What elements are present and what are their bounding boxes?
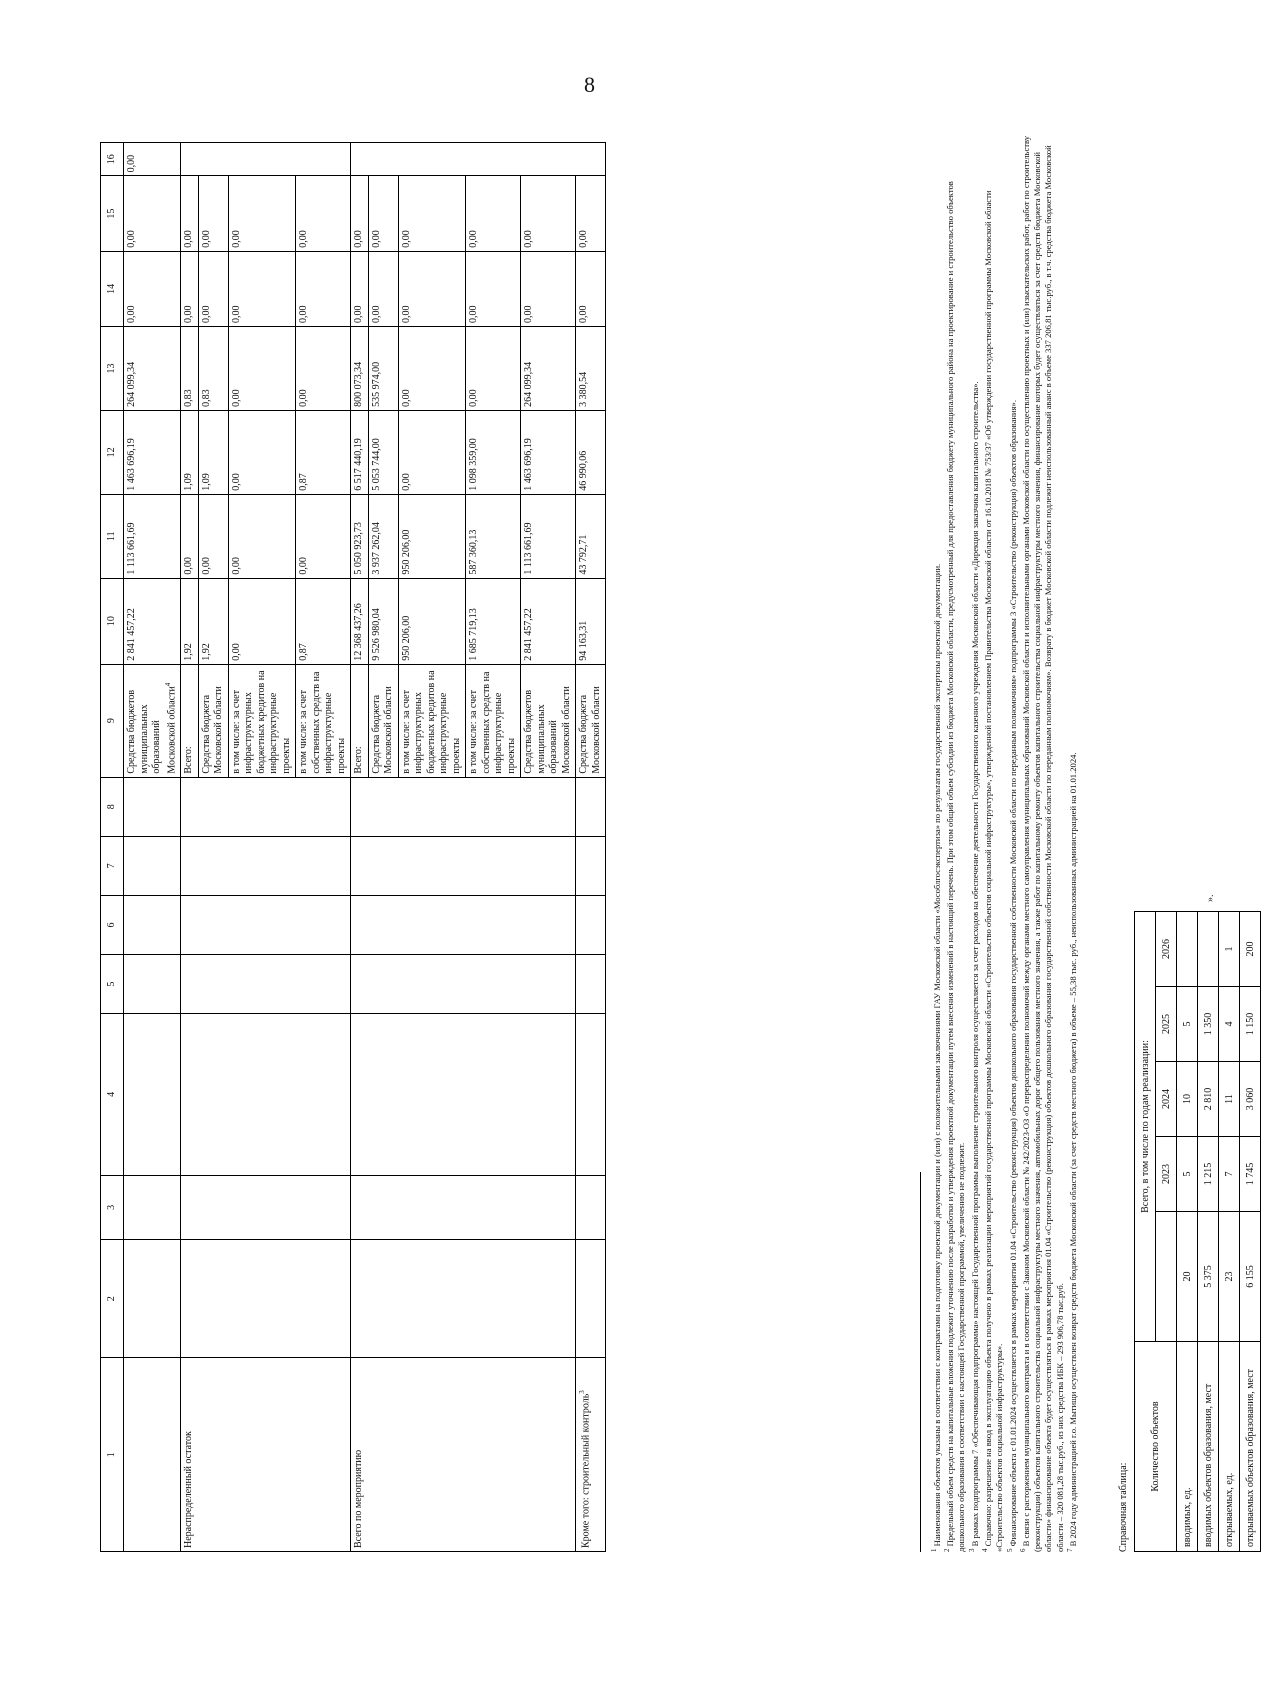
table-cell: 11 xyxy=(1219,1062,1240,1137)
footnote: $^6$ В связи с расторжением муниципального контракта и в соответствии с Законом Московской области № 242/2023-ОЗ «О перераспределении полномочий между органами местного самоуправления муниципальных образований Московской области и исполнительными органами Московской области по осуществлению проектных и (или) изыскательских работ, работ по строительству (реконструкции) объектов капитального строительства социальной инфраструктуры местного значения, автомобильных дорог общего пользования местного значения, а также работ по капитальному ремонту объектов капитального строительства социальной инфраструктуры местного значения, финансирование которых будет осуществляться за счет средств бюджета Московской области» финансирование объекта будет осуществляться в рамках мероприятия 01.04 «Строительство (реконструкция) объектов дошкольного образования государственной собственности Московской области по переданным полномочиям». Возврату в бюджет Московской области подлежит неиспользованный аванс в объеме 337 206,81 тыс.руб., в т.ч. средства бюджета Московской области – 320 081,28 тыс.руб., из них средства ИБК – 293 906,78 тыс.руб. xyxy=(1018,135,1065,1552)
table-cell: 0,00 xyxy=(351,251,369,326)
funding-source: Всего: xyxy=(351,664,369,777)
table-cell: 4 xyxy=(1219,987,1240,1062)
table-cell: 1 215 xyxy=(1198,1137,1219,1212)
table-cell: 0,00 xyxy=(466,176,521,251)
header-cell: 14 xyxy=(101,251,124,326)
table-cell: 0,00 xyxy=(398,326,466,410)
table-cell: 0,00 xyxy=(466,326,521,410)
header-cell: 16 xyxy=(101,143,124,176)
table-cell: 0,00 xyxy=(198,251,228,326)
table-cell: 0,00 xyxy=(124,251,181,326)
footnote: $^2$ Предельный объем средств на капитальные вложения подлежит уточнению после разработки и утверждения проектной документации путем внесения изменений в настоящий перечень. При этом общий объем субсидии из бюджета Московской области, предусмотренный для предоставления бюджету муниципального района на проектирование и строительство объектов дошкольного образования в соответствии с настоящей Государственной программой, увеличению не подлежит. xyxy=(943,181,967,1552)
table-cell: 1 098 359,00 xyxy=(466,410,521,494)
table-cell: 0,00 xyxy=(296,494,351,578)
table-cell: 3 060 xyxy=(1240,1062,1261,1137)
table-row xyxy=(1240,912,1261,1552)
header-cell: 8 xyxy=(101,777,124,836)
table-cell: 3 937 262,04 xyxy=(368,494,398,578)
funding-source: в том числе: за счет инфраструктурных бюджетных кредитов на инфраструктурные проекты xyxy=(228,664,296,777)
table-cell: 1 463 696,19 xyxy=(124,410,181,494)
table-row xyxy=(351,143,369,1552)
table-cell: 0,00 xyxy=(228,176,296,251)
table-cell: 1,09 xyxy=(198,410,228,494)
header-cell: 13 xyxy=(101,326,124,410)
header-cell: 2023 xyxy=(1156,1137,1177,1212)
footnote: $^1$ Наименования объектов указаны в соответствии с контрактами на подготовку проектной документации и (или) с положительными заключениями ГАУ Московской области «Мособлгосэкспертиза» по результатам государственной экспертизы проектной документации. xyxy=(930,563,942,1552)
header-cell: 7 xyxy=(101,836,124,895)
table-cell: 0,00 xyxy=(368,251,398,326)
header-cell: 5 xyxy=(101,955,124,1014)
main-table xyxy=(100,142,606,1552)
table-cell: 5 xyxy=(1177,1137,1198,1212)
header-cell: Количество объектов xyxy=(1135,1342,1177,1552)
table-cell: 0,83 xyxy=(181,326,199,410)
row-label: вводимых объектов образования, мест xyxy=(1198,1342,1219,1552)
table-cell: 12 368 437,26 xyxy=(351,578,369,664)
table-cell: 0,00 xyxy=(521,176,576,251)
closing-quote: ». xyxy=(1205,894,1216,902)
table-cell: 800 073,34 xyxy=(351,326,369,410)
table-cell: 0,00 xyxy=(124,143,181,176)
table-cell: 46 990,06 xyxy=(576,410,606,494)
header-cell: 3 xyxy=(101,1175,124,1240)
table-row xyxy=(124,143,181,1552)
funding-source: Средства бюджета Московской области xyxy=(368,664,398,777)
footnote-divider xyxy=(920,1172,921,1552)
table-cell: 1 685 719,13 xyxy=(466,578,521,664)
table-cell xyxy=(1198,912,1219,987)
table-cell: 0,83 xyxy=(198,326,228,410)
table-cell: 0,87 xyxy=(296,410,351,494)
table-cell: 0,00 xyxy=(181,251,199,326)
table-cell: 1 150 xyxy=(1240,987,1261,1062)
table-cell: 1 113 661,69 xyxy=(521,494,576,578)
footnote: $^4$ Справочно: разрешение на ввод в эксплуатацию объекта получено в рамках реализации мероприятий государственной программы Московской области «Строительство объектов социальной инфраструктуры», утвержденной постановлением Правительства Московской области от 16.10.2018 № 753/37 «Об утверждении государственной программы Московской области «Строительство объектов социальной инфраструктуры». xyxy=(980,190,1005,1552)
header-cell: 4 xyxy=(101,1014,124,1175)
table-cell: 1,92 xyxy=(198,578,228,664)
header-cell xyxy=(1156,1212,1177,1342)
table-cell: 0,00 xyxy=(521,251,576,326)
table-cell: 5 053 744,00 xyxy=(368,410,398,494)
footnote: $^3$ В рамках подпрограммы 7 «Обеспечивающая подпрограмма» настоящей Государственной программы выполнение строительного контроля осуществляется за счет расходов на обеспечение деятельности Государственного казенного учреждения Московской области «Дирекция заказчика капитального строительства». xyxy=(967,381,980,1552)
funding-source: в том числе: за счет инфраструктурных бюджетных кредитов на инфраструктурные проекты xyxy=(398,664,466,777)
table-cell: 2 841 457,22 xyxy=(124,578,181,664)
section-label: Всего по мероприятию xyxy=(351,1358,576,1552)
table-cell: 0,00 xyxy=(296,176,351,251)
header-cell: 9 xyxy=(101,664,124,777)
footnote: $^7$ В 2024 году администрацией г.о. Мытищи осуществлен возврат средств бюджета Московской области (за счет средств местного бюджета) в объеме – 55,38 тыс. руб., неиспользованных администрацией на 01.01.2024. xyxy=(1065,752,1078,1552)
table-cell: 1,92 xyxy=(181,578,199,664)
table-cell: 1 350 xyxy=(1198,987,1219,1062)
table-cell: 7 xyxy=(1219,1137,1240,1212)
table-cell: 0,00 xyxy=(398,410,466,494)
table-cell: 0,00 xyxy=(228,410,296,494)
table-cell: 0,00 xyxy=(368,176,398,251)
header-cell: 2024 xyxy=(1156,1062,1177,1137)
table-cell: 1,09 xyxy=(181,410,199,494)
row-label: открываемых объектов образования, мест xyxy=(1240,1342,1261,1552)
table-cell: 0,87 xyxy=(296,578,351,664)
funding-source: в том числе: за счет собственных средств на инфраструктурные проекты xyxy=(296,664,351,777)
section-label: Кроме того: строительный контроль$^3$ xyxy=(576,1358,606,1552)
table-cell: 5 xyxy=(1177,987,1198,1062)
table-cell: 5 050 923,73 xyxy=(351,494,369,578)
table-cell: 950 206,00 xyxy=(398,494,466,578)
funding-source: Средства бюджета Московской области xyxy=(576,664,606,777)
table-cell: 1 463 696,19 xyxy=(521,410,576,494)
funding-source: Средства бюджета Московской области xyxy=(198,664,228,777)
funding-source: в том числе: за счет собственных средств на инфраструктурные проекты xyxy=(466,664,521,777)
header-cell: 11 xyxy=(101,494,124,578)
table-cell: 0,00 xyxy=(398,251,466,326)
table-cell: 0,00 xyxy=(398,176,466,251)
table-cell: 23 xyxy=(1219,1212,1240,1342)
reference-caption: Справочная таблица: xyxy=(1118,1462,1129,1552)
table-row xyxy=(1177,912,1198,1552)
table-cell: 2 810 xyxy=(1198,1062,1219,1137)
table-cell: 950 206,00 xyxy=(398,578,466,664)
table-cell: 0,00 xyxy=(181,494,199,578)
table-cell: 0,00 xyxy=(198,494,228,578)
header-cell: Всего, в том числе по годам реализации: xyxy=(1135,912,1156,1342)
table-cell: 0,00 xyxy=(466,251,521,326)
table-cell: 20 xyxy=(1177,1212,1198,1342)
table-cell: 0,00 xyxy=(228,494,296,578)
table-cell: 264 099,34 xyxy=(124,326,181,410)
table-cell: 535 974,00 xyxy=(368,326,398,410)
table-cell: 587 360,13 xyxy=(466,494,521,578)
table-cell: 0,00 xyxy=(228,251,296,326)
reference-table xyxy=(1134,911,1261,1552)
table-row xyxy=(181,143,199,1552)
header-cell: 6 xyxy=(101,895,124,954)
table-cell: 94 163,31 xyxy=(576,578,606,664)
table-cell: 3 380,54 xyxy=(576,326,606,410)
header-row xyxy=(101,143,124,1552)
table-row xyxy=(1198,912,1219,1552)
footnote: $^5$ Финансирование объекта с 01.01.2024 осуществляется в рамках мероприятия 01.04 «Строительство (реконструкция) объектов дошкольного образования государственной собственности Московской области по переданным полномочиям» подпрограммы 3 «Строительство (реконструкция) объектов образования». xyxy=(1005,400,1018,1552)
header-cell: 1 xyxy=(101,1358,124,1552)
table-cell: 0,00 xyxy=(576,251,606,326)
table-cell: 0,00 xyxy=(198,176,228,251)
header-cell: 10 xyxy=(101,578,124,664)
table-cell: 43 792,71 xyxy=(576,494,606,578)
table-cell: 200 xyxy=(1240,912,1261,987)
table-cell xyxy=(1177,912,1198,987)
table-cell: 0,00 xyxy=(228,578,296,664)
header-cell: 2025 xyxy=(1156,987,1177,1062)
table-cell: 5 375 xyxy=(1198,1212,1219,1342)
table-cell: 1 745 xyxy=(1240,1137,1261,1212)
header-cell: 15 xyxy=(101,176,124,251)
section-label: Нераспределенный остаток xyxy=(181,1358,351,1552)
table-cell: 1 113 661,69 xyxy=(124,494,181,578)
table-cell: 0,00 xyxy=(576,176,606,251)
header-cell: 2026 xyxy=(1156,912,1177,987)
table-cell: 0,00 xyxy=(296,251,351,326)
funding-source: Средства бюджетов муниципальных образований Московской области xyxy=(521,664,576,777)
funding-source: Средства бюджетов муниципальных образований Московской области$^4$ xyxy=(124,664,181,777)
table-cell: 0,00 xyxy=(296,326,351,410)
table-cell: 1 xyxy=(1219,912,1240,987)
table-cell: 2 841 457,22 xyxy=(521,578,576,664)
table-cell: 264 099,34 xyxy=(521,326,576,410)
table-cell: 6 517 440,19 xyxy=(351,410,369,494)
table-cell: 0,00 xyxy=(351,176,369,251)
row-label: вводимых, ед. xyxy=(1177,1342,1198,1552)
row-label: открываемых, ед. xyxy=(1219,1342,1240,1552)
funding-source: Всего: xyxy=(181,664,199,777)
page-number: 8 xyxy=(584,72,595,97)
table-cell: 9 526 980,04 xyxy=(368,578,398,664)
table-cell: 10 xyxy=(1177,1062,1198,1137)
table-cell: 6 155 xyxy=(1240,1212,1261,1342)
footnotes xyxy=(930,132,1079,1552)
table-cell: 0,00 xyxy=(181,176,199,251)
table-row xyxy=(576,143,606,1552)
table-row xyxy=(1135,912,1156,1552)
table-cell: 0,00 xyxy=(228,326,296,410)
table-cell: 0,00 xyxy=(124,176,181,251)
header-cell: 12 xyxy=(101,410,124,494)
table-row xyxy=(1219,912,1240,1552)
header-cell: 2 xyxy=(101,1240,124,1358)
